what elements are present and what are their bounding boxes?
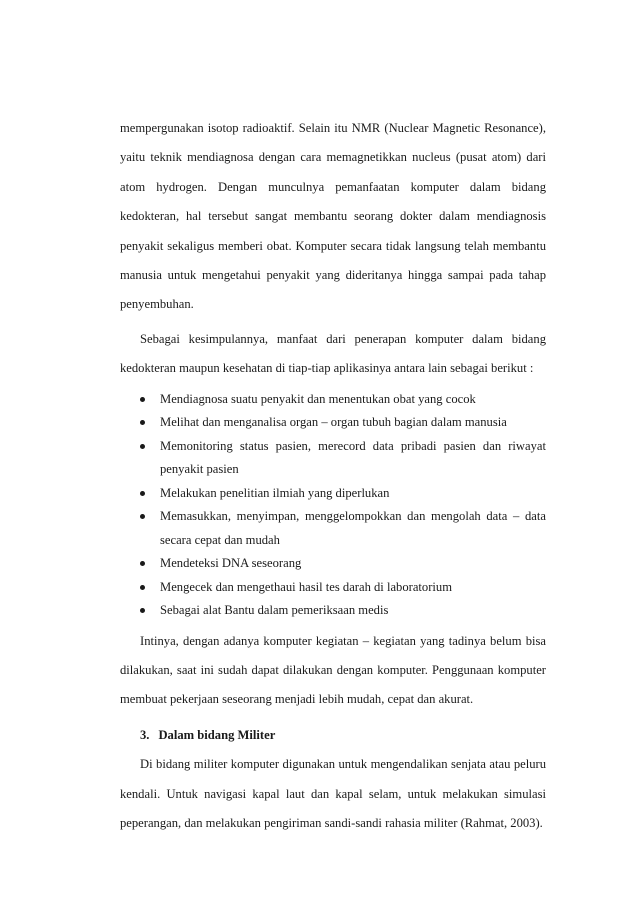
list-item bbox=[120, 505, 546, 552]
bullet-icon bbox=[140, 608, 145, 613]
section-heading-militer bbox=[120, 721, 546, 750]
section-title: Dalam bidang Militer bbox=[158, 727, 276, 742]
bullet-icon bbox=[140, 561, 145, 566]
paragraph-militer: Di bidang militer komputer digunakan untuk mengendalikan senjata atau peluru kendali. Untuk navigasi kapal laut dan kapal selam, untuk melakukan simulasi peperangan, dan melakukan pengiriman sandi-sandi rahasia militer (Rahmat, 2003). bbox=[120, 757, 546, 831]
list-item bbox=[120, 552, 546, 576]
list-item bbox=[120, 435, 546, 482]
paragraph-intinya: Intinya, dengan adanya komputer kegiatan – kegiatan yang tadinya belum bisa dilakukan, saat ini sudah dapat dilakukan dengan komputer. Penggunaan komputer membuat pekerjaan seseorang menjadi lebih mudah, cepat dan akurat. bbox=[120, 633, 546, 707]
list-item-text: Mengecek dan mengethaui hasil tes darah di laboratorium bbox=[160, 579, 453, 594]
list-item-text: Melihat dan menganalisa organ – organ tubuh bagian dalam manusia bbox=[160, 415, 507, 430]
paragraph-nmr: mempergunakan isotop radioaktif. Selain itu NMR (Nuclear Magnetic Resonance), yaitu teknik mendiagnosa dengan cara memagnetikkan nucleus (pusat atom) dari atom hydrogen. Dengan munculnya pemanfaatan komputer dalam bidang kedokteran, hal tersebut sangat membantu seorang dokter dalam mendiagnosis penyakit sekaligus memberi obat. Komputer secara tidak langsung telah membantu manusia untuk mengetahui penyakit yang dideritanya hingga sampai pada tahap penyembuhan. bbox=[120, 121, 546, 312]
list-item-text: Melakukan penelitian ilmiah yang diperlukan bbox=[160, 485, 390, 500]
document-page bbox=[120, 114, 546, 839]
list-item bbox=[120, 482, 546, 506]
list-item-text: Memonitoring status pasien, merecord data pribadi pasien dan riwayat penyakit pasien bbox=[160, 438, 546, 477]
bullet-icon bbox=[140, 514, 145, 519]
list-item-text: Mendeteksi DNA seseorang bbox=[160, 556, 302, 571]
list-item bbox=[120, 388, 546, 412]
list-item-text: Memasukkan, menyimpan, menggelompokkan dan mengolah data – data secara cepat dan mudah bbox=[160, 509, 546, 547]
bullet-icon bbox=[140, 397, 145, 402]
bullet-icon bbox=[140, 585, 145, 590]
list-item-text: Mendiagnosa suatu penyakit dan menentukan obat yang cocok bbox=[160, 391, 476, 406]
benefit-list bbox=[120, 388, 546, 623]
list-item bbox=[120, 411, 546, 435]
bullet-icon bbox=[140, 491, 145, 496]
list-item-text: Sebagai alat Bantu dalam pemeriksaan medis bbox=[160, 603, 389, 618]
list-item bbox=[120, 576, 546, 600]
section-number: 3. bbox=[140, 727, 150, 742]
paragraph-kesimpulan: Sebagai kesimpulannya, manfaat dari penerapan komputer dalam bidang kedokteran maupun kesehatan di tiap-tiap aplikasinya antara lain sebagai berikut : bbox=[120, 331, 546, 376]
bullet-icon bbox=[140, 420, 145, 425]
bullet-icon bbox=[140, 444, 145, 449]
list-item bbox=[120, 599, 546, 623]
